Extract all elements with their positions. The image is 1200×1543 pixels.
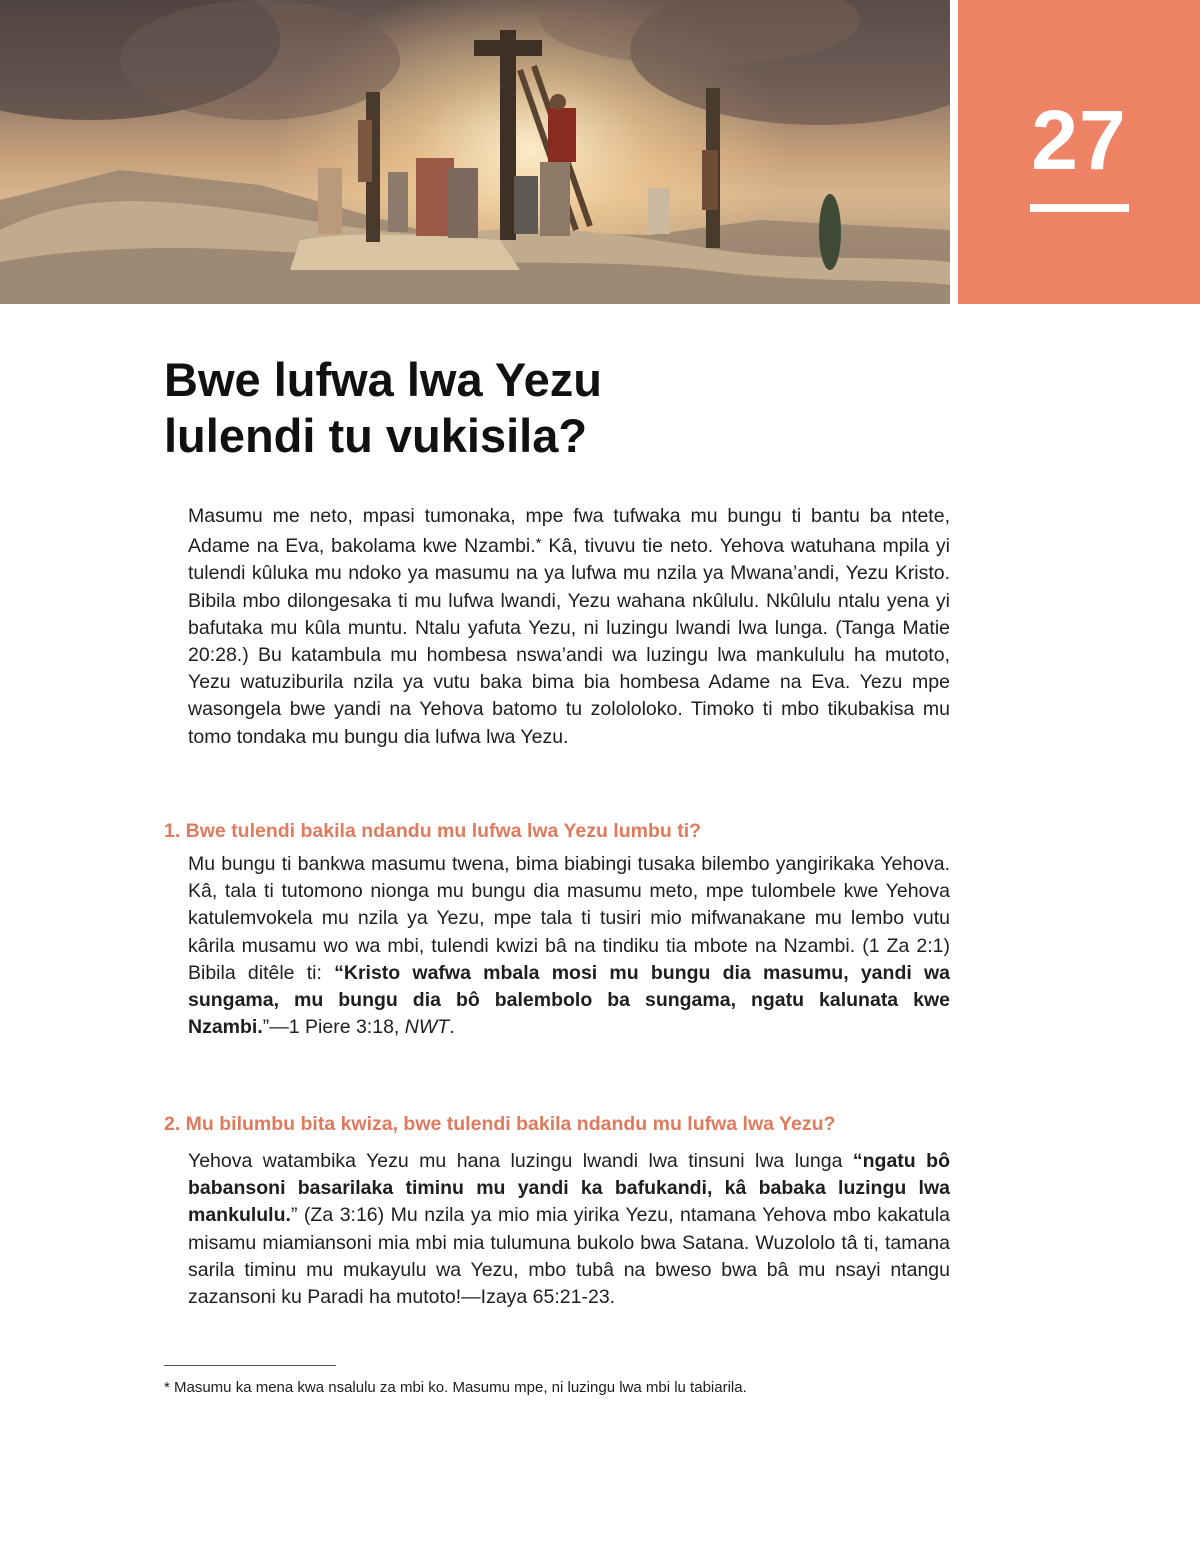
question-2-heading: 2. Mu bilumbu bita kwiza, bwe tulendi bakila ndandu mu lufwa lwa Yezu?: [164, 1113, 836, 1135]
footnote-divider: [164, 1365, 336, 1366]
chapter-number-underline: [1030, 204, 1129, 212]
answer-2-text: Yehova watambika Yezu mu hana luzingu lwandi lwa tinsuni lwa lunga: [188, 1150, 853, 1172]
intro-paragraph: [188, 503, 950, 751]
answer-1-text: Mu bungu ti bankwa masumu twena, bima biabingi tusaka bilembo yangirikaka Yehova. Kâ, tala ti tutomono nionga mu bungu dia masumu meto, mpe tulombele kwe Yehova katulemvokela mu nzila ya Yezu, mpe tala ti tusiri mio mifwanakane mu lembo vutu kârila musamu wo wa mbi, tulendi kwizi bâ na tindiku tia mbote na Nzambi. (1 Za 2:1) Bibila ditêle ti:: [188, 853, 950, 984]
question-2-answer: [188, 1148, 950, 1311]
answer-1-ref: ”—1 Piere 3:18,: [262, 1016, 405, 1039]
question-1-heading: 1. Bwe tulendi bakila ndandu mu lufwa lwa Yezu lumbu ti?: [164, 820, 702, 842]
hero-image: [0, 0, 950, 304]
footnote-marker[interactable]: *: [535, 535, 542, 553]
answer-1-end: .: [449, 1016, 455, 1039]
chapter-number: 27: [1031, 93, 1127, 187]
question-1-answer: [188, 851, 950, 1041]
answer-2-text-continued: ” (Za 3:16) Mu nzila ya mio mia yirika Yezu, ntamana Yehova mbo kakatula misamu miamiansoni mia mbi mia tulumuna bukolo bwa Satana. Wuzololo tâ ti, tamana sarila timinu mu mukayulu wa Yezu, mbo tubâ na bweso bwa bâ mu nsayi ntangu zazansoni ku Paradi ha mutoto!—Izaya 65:21-23.: [188, 1204, 950, 1309]
footnote: * Masumu ka mena kwa nsalulu za mbi ko. Masumu mpe, ni luzingu lwa mbi lu tabiarila.: [164, 1379, 747, 1396]
answer-1-ref-version: NWT: [404, 1016, 450, 1039]
page-title-line2: lulendi tu vukisila?: [164, 409, 588, 462]
page-title: [164, 352, 924, 464]
intro-text-continued: Kâ, tivuvu tie neto. Yehova watuhana mpila yi tulendi kûluka mu ndoko ya masumu na ya lufwa mu nzila ya Mwana’andi, Yezu Kristo. Bibila mbo dilongesaka ti mu lufwa lwandi, Yezu wahana nkûlulu. Nkûlulu ntalu yena yi bafutaka mu kûla muntu. Ntalu yafuta Yezu, ni luzingu lwandi lwa lunga. (Tanga Matie 20:28.) Bu katambula mu hombesa nswa’andi wa luzingu lwa mankululu ha mutoto, Yezu watuziburila nzila ya vutu baka bima bia hombesa Adame na Eva. Yezu mpe wasongela bwe yandi na Yehova batomo tu zolololoko. Timoko ti mbo tikubakisa mu tomo tondaka mu bungu dia lufwa lwa Yezu.: [188, 535, 951, 748]
chapter-badge: [958, 0, 1200, 304]
intro-text: Masumu me neto, mpasi tumonaka, mpe fwa tufwaka mu bungu ti bantu ba ntete, Adame na Eva, bakolama kwe Nzambi.: [188, 505, 950, 558]
answer-1-quote: “Kristo wafwa mbala mosi mu bungu dia masumu, yandi wa sungama, mu bungu dia bô balembolo ba sungama, ngatu kalunata kwe Nzambi.: [188, 961, 950, 1039]
page-title-line1: Bwe lufwa lwa Yezu: [164, 353, 602, 406]
answer-2-quote: “ngatu bô babansoni basarilaka timinu mu yandi ka bafukandi, kâ babaka luzingu lwa mankululu.: [188, 1150, 950, 1227]
crucifixion-scene-illustration: [0, 0, 950, 304]
